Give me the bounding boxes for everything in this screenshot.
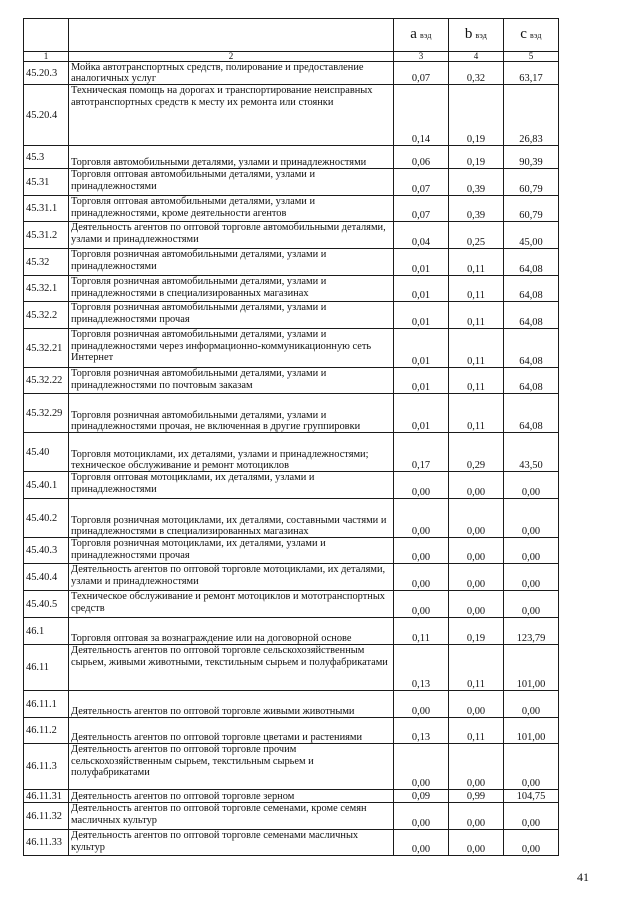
activity-name: Деятельность агентов по оптовой торговле сельскохозяйственным сырьем, живыми животными, текстильным сырьем и полуфабрикатами	[69, 645, 394, 691]
coef-b-value: 0,29	[449, 433, 504, 472]
table-row	[24, 803, 614, 830]
okved-code: 45.32	[24, 249, 69, 276]
coef-a-value: 0,00	[394, 472, 449, 499]
coef-a-value: 0,01	[394, 302, 449, 329]
coef-b-value: 0,11	[449, 249, 504, 276]
activity-name: Торговля оптовая за вознаграждение или на договорной основе	[69, 618, 394, 645]
coef-b-value: 0,99	[449, 790, 504, 803]
activity-name: Торговля розничная автомобильными деталями, узлами и принадлежностями в специализированных магазинах	[69, 276, 394, 302]
coef-a-value: 0,07	[394, 62, 449, 85]
header-blank-code	[24, 19, 69, 52]
coef-c-value: 64,08	[504, 249, 559, 276]
okved-code: 46.11.3	[24, 744, 69, 790]
coef-a-value: 0,00	[394, 691, 449, 718]
coef-a-value: 0,11	[394, 618, 449, 645]
okved-code: 46.11	[24, 645, 69, 691]
activity-name: Деятельность агентов по оптовой торговле семенами, кроме семян масличных культур	[69, 803, 394, 830]
coef-b-value: 0,11	[449, 368, 504, 394]
table-row	[24, 222, 614, 249]
coef-c-value: 60,79	[504, 196, 559, 222]
coef-a-value: 0,13	[394, 645, 449, 691]
column-number-row	[24, 52, 614, 62]
coef-a-value: 0,00	[394, 744, 449, 790]
table-row	[24, 196, 614, 222]
colnum-1: 1	[24, 52, 69, 62]
coef-a-value: 0,09	[394, 790, 449, 803]
coef-c-value: 101,00	[504, 718, 559, 744]
coefficients-table	[23, 18, 614, 856]
coef-a-value: 0,14	[394, 85, 449, 146]
coef-a-value: 0,01	[394, 394, 449, 433]
coef-c-value: 0,00	[504, 472, 559, 499]
okved-code: 46.1	[24, 618, 69, 645]
coef-c-value: 0,00	[504, 744, 559, 790]
okved-code: 45.40.3	[24, 538, 69, 564]
coef-c-value: 43,50	[504, 433, 559, 472]
okved-code: 45.32.21	[24, 329, 69, 368]
coef-b-value: 0,00	[449, 744, 504, 790]
table-row	[24, 591, 614, 618]
table-row	[24, 564, 614, 591]
activity-name: Деятельность агентов по оптовой торговле прочим сельскохозяйственным сырьем, текстильным сырьем и полуфабрикатами	[69, 744, 394, 790]
coef-b-value: 0,00	[449, 830, 504, 856]
coef-a-value: 0,04	[394, 222, 449, 249]
coef-b-value: 0,00	[449, 472, 504, 499]
coef-b-value: 0,00	[449, 564, 504, 591]
okved-code: 45.40.4	[24, 564, 69, 591]
table-row	[24, 744, 614, 790]
activity-name: Деятельность агентов по оптовой торговле цветами и растениями	[69, 718, 394, 744]
table-row	[24, 249, 614, 276]
table-row	[24, 276, 614, 302]
coef-c-value: 0,00	[504, 830, 559, 856]
coef-c-value: 0,00	[504, 803, 559, 830]
coef-c-value: 60,79	[504, 169, 559, 196]
coef-c-value: 63,17	[504, 62, 559, 85]
coef-b-value: 0,19	[449, 618, 504, 645]
activity-name: Торговля розничная автомобильными деталями, узлами и принадлежностями прочая	[69, 302, 394, 329]
coef-b-value: 0,32	[449, 62, 504, 85]
header-coef-c: c вэд	[504, 19, 559, 52]
colnum-2: 2	[69, 52, 394, 62]
coef-a-value: 0,01	[394, 249, 449, 276]
activity-name: Деятельность агентов по оптовой торговле автомобильными деталями, узлами и принадлежностями	[69, 222, 394, 249]
coef-a-value: 0,07	[394, 169, 449, 196]
okved-code: 45.31	[24, 169, 69, 196]
coef-b-value: 0,11	[449, 645, 504, 691]
coef-b-value: 0,11	[449, 276, 504, 302]
coef-a-value: 0,17	[394, 433, 449, 472]
okved-code: 45.32.2	[24, 302, 69, 329]
coef-a-value: 0,07	[394, 196, 449, 222]
table-row	[24, 85, 614, 146]
coef-a-value: 0,00	[394, 538, 449, 564]
coef-c-value: 64,08	[504, 302, 559, 329]
table-row	[24, 302, 614, 329]
activity-name: Торговля розничная автомобильными деталями, узлами и принадлежностями по почтовым заказам	[69, 368, 394, 394]
okved-code: 45.20.4	[24, 85, 69, 146]
okved-code: 46.11.1	[24, 691, 69, 718]
table-row	[24, 62, 614, 85]
activity-name: Техническое обслуживание и ремонт мотоциклов и мототранспортных средств	[69, 591, 394, 618]
table-row	[24, 146, 614, 169]
okved-code: 45.40.2	[24, 499, 69, 538]
coef-a-value: 0,00	[394, 591, 449, 618]
table-row	[24, 538, 614, 564]
coef-c-value: 101,00	[504, 645, 559, 691]
coef-b-value: 0,00	[449, 499, 504, 538]
table-row	[24, 368, 614, 394]
coef-c-value: 0,00	[504, 564, 559, 591]
coef-b-value: 0,19	[449, 85, 504, 146]
coef-c-value: 0,00	[504, 538, 559, 564]
table-row	[24, 433, 614, 472]
coef-a-value: 0,00	[394, 564, 449, 591]
coef-b-value: 0,11	[449, 394, 504, 433]
activity-name: Техническая помощь на дорогах и транспортирование неисправных автотранспортных средств к месту их ремонта или стоянки	[69, 85, 394, 146]
activity-name: Торговля розничная автомобильными деталями, узлами и принадлежностями через информационно-коммуникационную сеть Интернет	[69, 329, 394, 368]
activity-name: Мойка автотранспортных средств, полирование и предоставление аналогичных услуг	[69, 62, 394, 85]
activity-name: Торговля мотоциклами, их деталями, узлами и принадлежностями; техническое обслуживание и ремонт мотоциклов	[69, 433, 394, 472]
coef-c-value: 123,79	[504, 618, 559, 645]
activity-name: Деятельность агентов по оптовой торговле семенами масличных культур	[69, 830, 394, 856]
colnum-5: 5	[504, 52, 559, 62]
table-row	[24, 830, 614, 856]
coef-b-value: 0,11	[449, 302, 504, 329]
activity-name: Торговля оптовая автомобильными деталями, узлами и принадлежностями	[69, 169, 394, 196]
coef-c-value: 45,00	[504, 222, 559, 249]
okved-code: 45.32.22	[24, 368, 69, 394]
okved-code: 46.11.2	[24, 718, 69, 744]
okved-code: 45.32.29	[24, 394, 69, 433]
table-row	[24, 645, 614, 691]
okved-code: 46.11.33	[24, 830, 69, 856]
okved-code: 45.40	[24, 433, 69, 472]
coef-b-value: 0,00	[449, 538, 504, 564]
okved-code: 45.20.3	[24, 62, 69, 85]
okved-code: 45.31.2	[24, 222, 69, 249]
activity-name: Торговля оптовая автомобильными деталями, узлами и принадлежностями, кроме деятельности агентов	[69, 196, 394, 222]
table-row	[24, 718, 614, 744]
coef-c-value: 64,08	[504, 368, 559, 394]
header-row	[24, 19, 614, 52]
activity-name: Торговля оптовая мотоциклами, их деталями, узлами и принадлежностями	[69, 472, 394, 499]
coef-a-value: 0,01	[394, 276, 449, 302]
colnum-4: 4	[449, 52, 504, 62]
okved-code: 46.11.31	[24, 790, 69, 803]
activity-name: Торговля розничная автомобильными деталями, узлами и принадлежностями прочая, не включенная в другие группировки	[69, 394, 394, 433]
coef-b-value: 0,00	[449, 691, 504, 718]
okved-code: 45.3	[24, 146, 69, 169]
activity-name: Деятельность агентов по оптовой торговле зерном	[69, 790, 394, 803]
okved-code: 46.11.32	[24, 803, 69, 830]
activity-name: Торговля розничная автомобильными деталями, узлами и принадлежностями	[69, 249, 394, 276]
coef-b-value: 0,11	[449, 329, 504, 368]
activity-name: Торговля розничная мотоциклами, их деталями, узлами и принадлежностями прочая	[69, 538, 394, 564]
header-coef-b: b вэд	[449, 19, 504, 52]
coef-b-value: 0,00	[449, 591, 504, 618]
page-number: 41	[577, 870, 589, 884]
table-row	[24, 790, 614, 803]
coef-c-value: 0,00	[504, 499, 559, 538]
table-row	[24, 329, 614, 368]
header-coef-a: a вэд	[394, 19, 449, 52]
activity-name: Торговля автомобильными деталями, узлами и принадлежностями	[69, 146, 394, 169]
colnum-3: 3	[394, 52, 449, 62]
coef-c-value: 90,39	[504, 146, 559, 169]
table-row	[24, 499, 614, 538]
okved-code: 45.32.1	[24, 276, 69, 302]
okved-code: 45.40.5	[24, 591, 69, 618]
coef-b-value: 0,11	[449, 718, 504, 744]
coef-b-value: 0,39	[449, 196, 504, 222]
table-row	[24, 618, 614, 645]
coef-a-value: 0,00	[394, 499, 449, 538]
coef-a-value: 0,00	[394, 830, 449, 856]
coef-b-value: 0,19	[449, 146, 504, 169]
coef-b-value: 0,25	[449, 222, 504, 249]
coef-c-value: 64,08	[504, 276, 559, 302]
coef-a-value: 0,00	[394, 803, 449, 830]
table-row	[24, 394, 614, 433]
coef-a-value: 0,06	[394, 146, 449, 169]
table-row	[24, 691, 614, 718]
coef-a-value: 0,01	[394, 368, 449, 394]
table-row	[24, 472, 614, 499]
table-row	[24, 169, 614, 196]
header-blank-name	[69, 19, 394, 52]
coef-c-value: 26,83	[504, 85, 559, 146]
activity-name: Деятельность агентов по оптовой торговле живыми животными	[69, 691, 394, 718]
coef-b-value: 0,39	[449, 169, 504, 196]
coef-c-value: 0,00	[504, 591, 559, 618]
coef-a-value: 0,01	[394, 329, 449, 368]
okved-code: 45.31.1	[24, 196, 69, 222]
coef-b-value: 0,00	[449, 803, 504, 830]
activity-name: Деятельность агентов по оптовой торговле мотоциклами, их деталями, узлами и принадлежностями	[69, 564, 394, 591]
coef-c-value: 0,00	[504, 691, 559, 718]
coef-c-value: 64,08	[504, 394, 559, 433]
coef-a-value: 0,13	[394, 718, 449, 744]
activity-name: Торговля розничная мотоциклами, их деталями, составными частями и принадлежностями в специализированных магазинах	[69, 499, 394, 538]
okved-code: 45.40.1	[24, 472, 69, 499]
coef-c-value: 104,75	[504, 790, 559, 803]
coef-c-value: 64,08	[504, 329, 559, 368]
